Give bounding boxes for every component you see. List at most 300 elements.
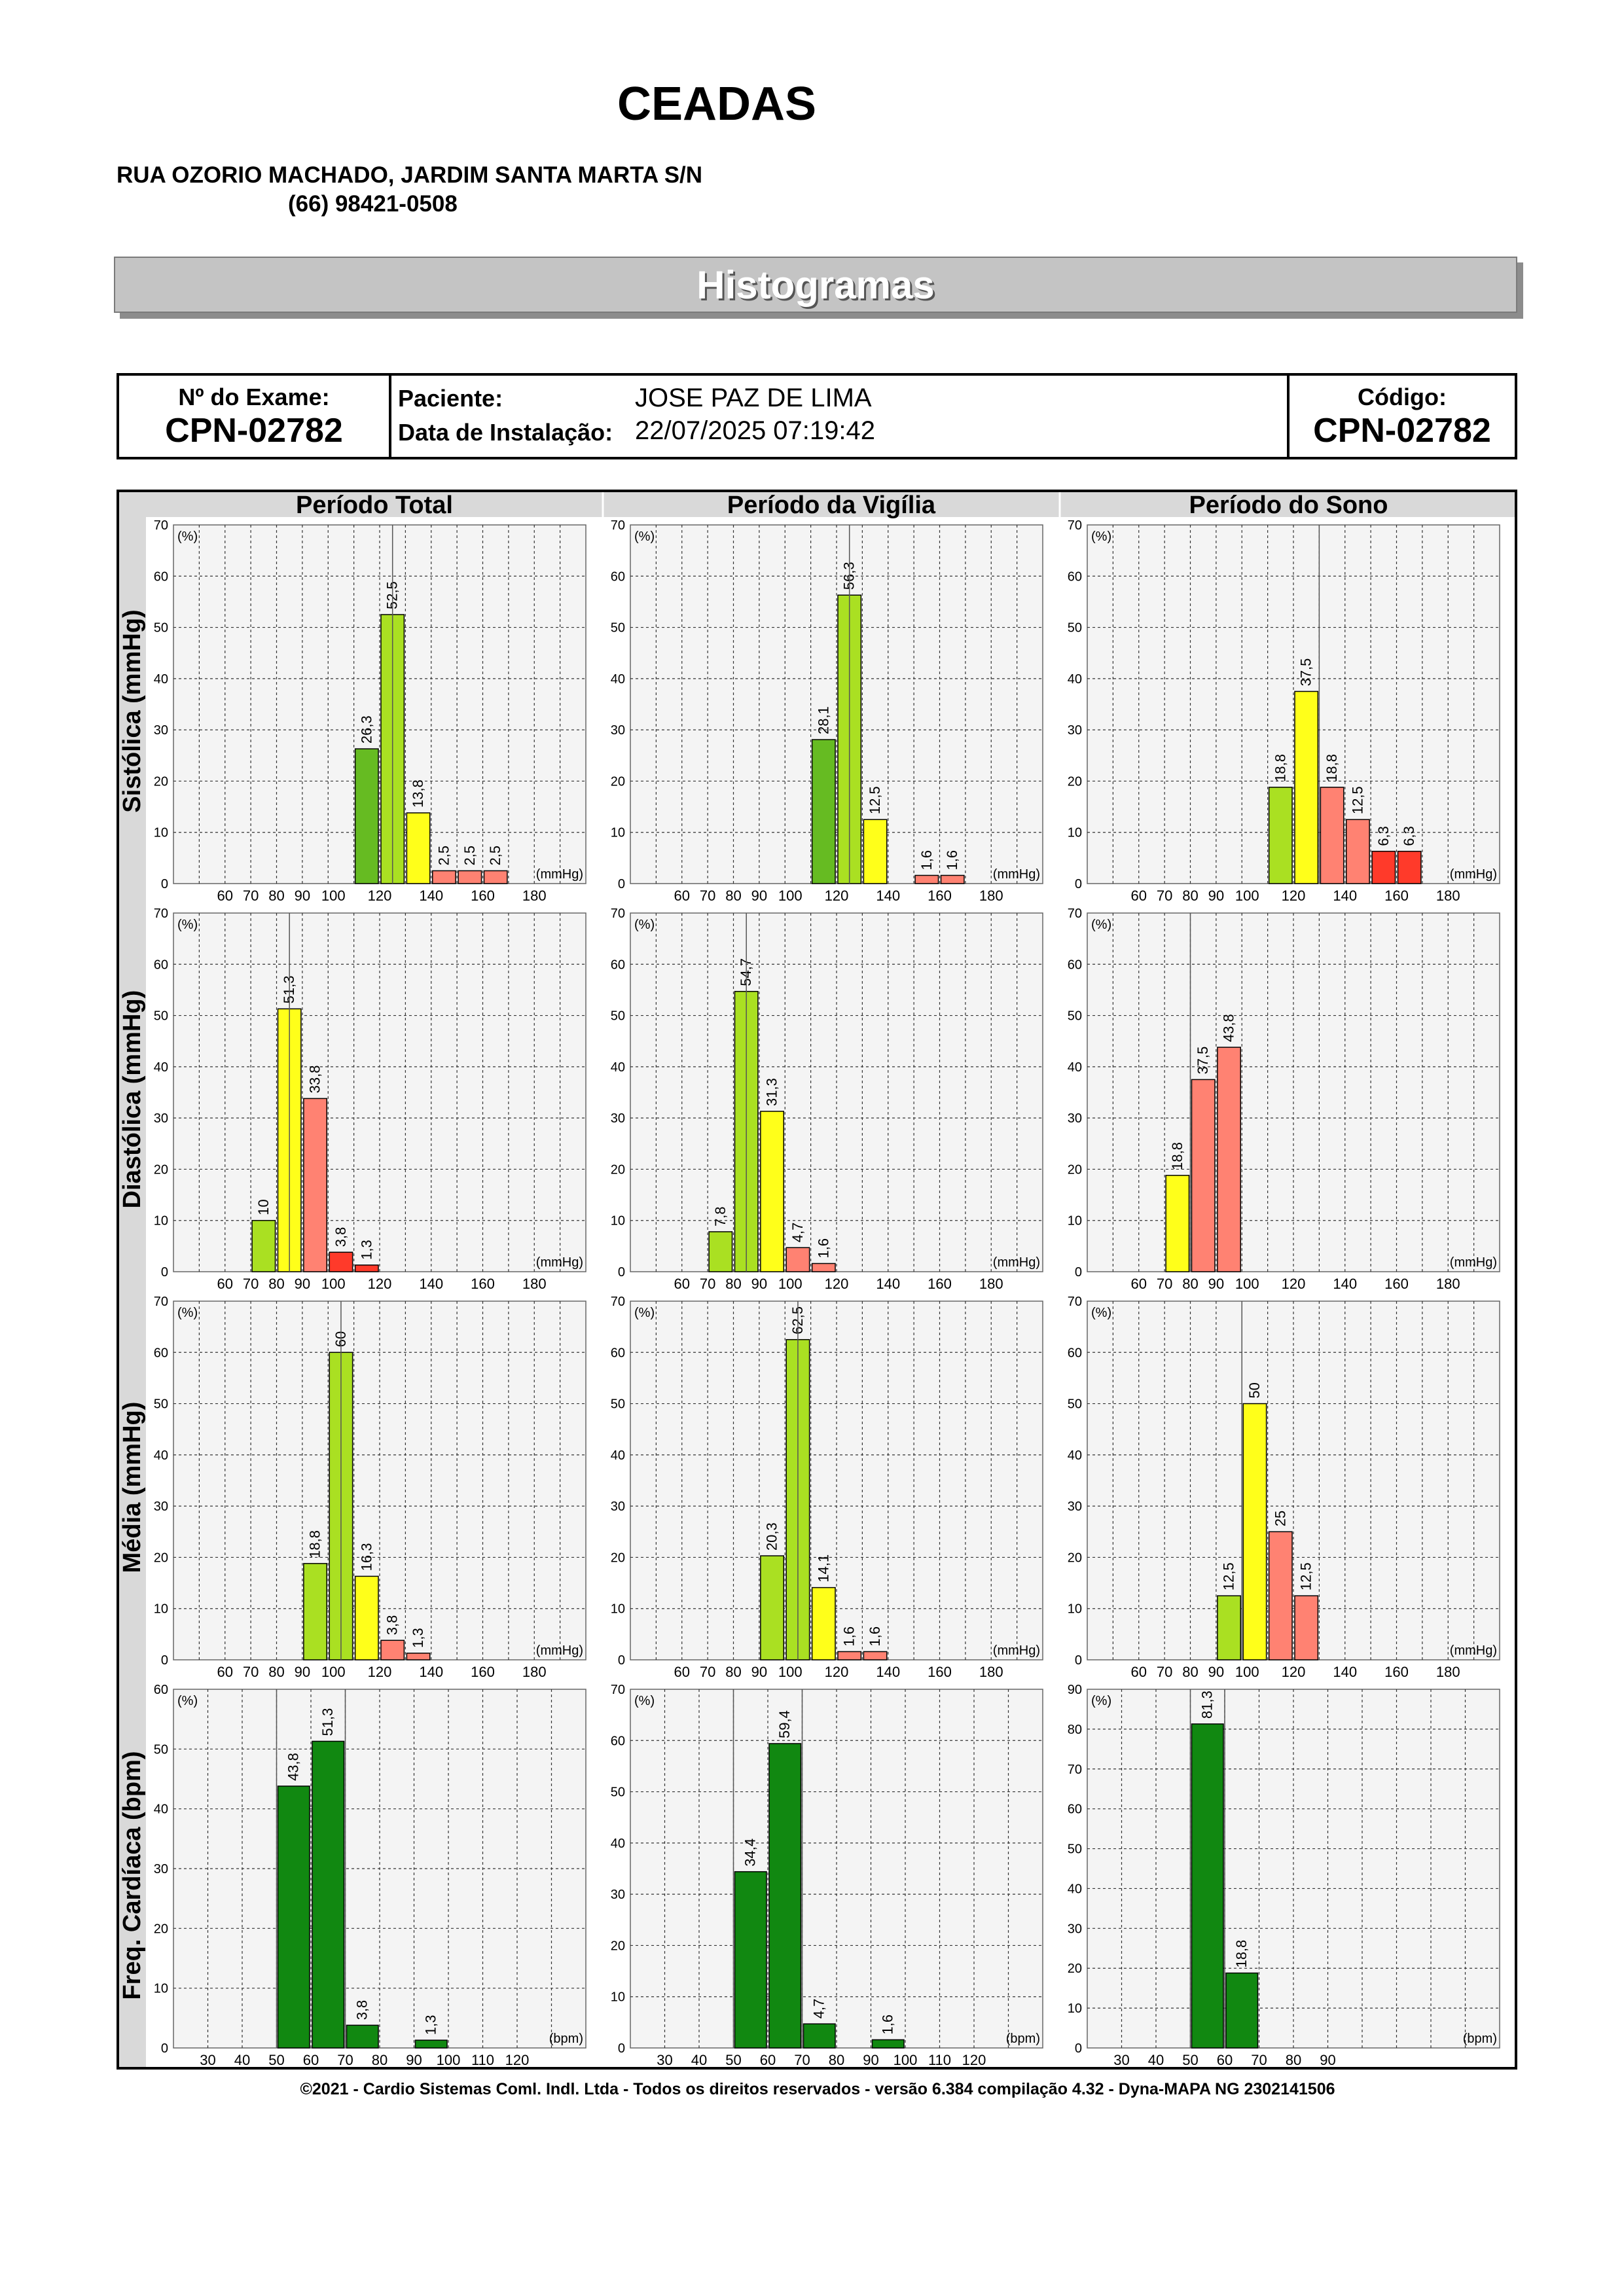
code-cell [1290, 376, 1515, 457]
y-tick-label: 10 [1067, 2001, 1082, 2017]
y-tick-label: 10 [1067, 1602, 1082, 1617]
x-tick-label: 30 [657, 2052, 673, 2068]
data-label: 26,3 [358, 715, 375, 744]
y-tick-label: 50 [153, 1397, 168, 1412]
exam-number: CPN-02782 [165, 412, 343, 450]
y-tick-label: 10 [610, 1990, 625, 2005]
y-tick-label: 20 [153, 1162, 168, 1177]
clinic-address: RUA OZORIO MACHADO, JARDIM SANTA MARTA S/N [117, 162, 703, 188]
y-tick-label: 60 [1067, 1346, 1082, 1361]
x-tick-label: 80 [1182, 1276, 1199, 1292]
data-label: 1,6 [879, 2014, 896, 2035]
x-tick-label: 80 [1182, 1664, 1199, 1680]
x-tick-label: 90 [1208, 1664, 1225, 1680]
y-tick-label: 30 [610, 1499, 625, 1515]
y-tick-label: 20 [153, 1922, 168, 1937]
x-unit-label: (bpm) [549, 2032, 583, 2046]
y-tick-label: 60 [153, 569, 168, 584]
y-unit-label: (%) [1091, 1306, 1112, 1320]
y-tick-label: 60 [153, 1683, 168, 1697]
y-unit-label: (%) [177, 1306, 198, 1320]
y-tick-label: 70 [1067, 1295, 1082, 1309]
bar [941, 875, 964, 884]
bar [812, 1588, 835, 1660]
x-tick-label: 120 [367, 888, 392, 904]
y-tick-label: 0 [160, 877, 168, 891]
y-tick-label: 40 [610, 1836, 625, 1851]
x-tick-label: 60 [1130, 1664, 1147, 1680]
data-label: 18,8 [1168, 1141, 1185, 1170]
x-tick-label: 120 [505, 2052, 530, 2068]
y-tick-label: 30 [153, 1499, 168, 1515]
code-label: Código: [1358, 384, 1447, 410]
bar [1243, 1404, 1266, 1660]
bar [355, 749, 378, 884]
y-tick-label: 20 [610, 1162, 625, 1177]
x-tick-label: 60 [302, 2052, 319, 2068]
data-label: 62,5 [789, 1306, 806, 1335]
data-label: 18,8 [306, 1530, 323, 1558]
data-label: 60 [332, 1331, 349, 1348]
x-tick-label: 90 [751, 1664, 768, 1680]
x-tick-label: 90 [751, 888, 768, 904]
y-tick-label: 10 [610, 1602, 625, 1617]
x-tick-label: 120 [962, 2052, 986, 2068]
y-tick-label: 20 [1067, 1551, 1082, 1566]
y-tick-label: 60 [153, 1346, 168, 1361]
data-label: 1,6 [918, 850, 935, 870]
x-tick-label: 60 [674, 1276, 690, 1292]
data-label: 18,8 [1233, 1939, 1250, 1968]
data-label: 10 [255, 1199, 272, 1215]
y-tick-label: 90 [1067, 1683, 1082, 1697]
y-tick-label: 50 [1067, 620, 1082, 636]
data-label: 1,6 [944, 850, 961, 870]
y-tick-label: 70 [610, 1683, 625, 1697]
data-label: 16,3 [358, 1543, 375, 1571]
x-tick-label: 100 [778, 1276, 803, 1292]
x-tick-label: 30 [1113, 2052, 1130, 2068]
x-tick-label: 90 [294, 888, 311, 904]
y-tick-label: 30 [1067, 1922, 1082, 1937]
x-tick-label: 110 [471, 2052, 495, 2068]
y-tick-label: 20 [610, 774, 625, 789]
data-label: 12,5 [1297, 1562, 1314, 1591]
x-tick-label: 120 [1281, 1664, 1306, 1680]
x-tick-label: 90 [294, 1664, 311, 1680]
x-tick-label: 90 [1208, 888, 1225, 904]
y-tick-label: 30 [610, 1888, 625, 1903]
x-tick-label: 160 [471, 1664, 495, 1680]
data-label: 20,3 [763, 1522, 780, 1551]
x-tick-label: 100 [321, 1664, 346, 1680]
x-tick-label: 140 [419, 888, 444, 904]
x-tick-label: 80 [268, 1276, 285, 1292]
y-tick-label: 30 [610, 1111, 625, 1126]
bar [786, 1247, 809, 1272]
title-bar [114, 257, 1517, 313]
y-tick-label: 60 [1067, 958, 1082, 973]
data-label: 37,5 [1195, 1046, 1212, 1075]
data-label: 3,8 [353, 2000, 370, 2020]
bar [329, 1252, 352, 1272]
x-tick-label: 180 [979, 888, 1003, 904]
bar [312, 1741, 344, 2048]
y-tick-label: 50 [1067, 1009, 1082, 1024]
x-tick-label: 70 [699, 888, 716, 904]
exam-number-label: Nº do Exame: [178, 384, 330, 410]
bar [1398, 852, 1421, 884]
data-label: 43,8 [285, 1753, 302, 1781]
x-tick-label: 70 [1156, 1664, 1173, 1680]
y-tick-label: 10 [153, 1213, 168, 1229]
y-tick-label: 70 [1067, 1762, 1082, 1777]
y-tick-label: 40 [1067, 1060, 1082, 1075]
x-tick-label: 50 [268, 2052, 285, 2068]
x-tick-label: 70 [1156, 1276, 1173, 1292]
y-tick-label: 0 [1074, 1653, 1082, 1668]
y-tick-label: 40 [1067, 672, 1082, 687]
x-tick-label: 160 [471, 1276, 495, 1292]
bar [863, 1651, 886, 1660]
bar [278, 1786, 310, 2048]
x-tick-label: 120 [367, 1664, 392, 1680]
x-unit-label: (mmHg) [535, 1255, 583, 1270]
data-label: 3,8 [384, 1615, 401, 1636]
data-label: 12,5 [867, 786, 884, 815]
x-tick-label: 60 [1130, 1276, 1147, 1292]
patient-name: JOSE PAZ DE LIMA [635, 384, 872, 412]
y-tick-label: 60 [153, 958, 168, 973]
y-tick-label: 30 [1067, 1111, 1082, 1126]
data-label: 59,4 [776, 1710, 793, 1738]
data-label: 18,8 [1324, 753, 1341, 782]
x-unit-label: (mmHg) [535, 1643, 583, 1658]
row-label-4: Freq. Cardíaca (bpm) [118, 1751, 146, 2000]
x-tick-label: 180 [1435, 888, 1460, 904]
exam-number-cell [119, 376, 391, 457]
x-tick-label: 90 [863, 2052, 879, 2068]
y-tick-label: 0 [1074, 2041, 1082, 2056]
bar [1295, 1596, 1318, 1660]
x-tick-label: 140 [876, 1664, 901, 1680]
bar [304, 1098, 327, 1272]
data-label: 1,6 [840, 1626, 857, 1647]
x-unit-label: (mmHg) [992, 867, 1040, 882]
data-label: 1,6 [867, 1626, 884, 1647]
bar [873, 2039, 905, 2048]
x-unit-label: (mmHg) [1449, 1643, 1497, 1658]
clinic-name: CEADAS [617, 78, 817, 130]
bar [433, 870, 456, 884]
y-tick-label: 50 [610, 1397, 625, 1412]
y-tick-label: 0 [160, 1653, 168, 1668]
y-tick-label: 0 [160, 2041, 168, 2056]
x-tick-label: 60 [217, 1664, 233, 1680]
x-tick-label: 140 [1333, 888, 1358, 904]
y-tick-label: 10 [1067, 1213, 1082, 1229]
data-label: 52,5 [384, 581, 401, 609]
x-tick-label: 120 [367, 1276, 392, 1292]
x-tick-label: 180 [1435, 1664, 1460, 1680]
y-tick-label: 10 [1067, 825, 1082, 840]
y-tick-label: 10 [153, 1981, 168, 1996]
histogram-charts [114, 487, 1521, 2073]
x-tick-label: 90 [294, 1276, 311, 1292]
x-tick-label: 120 [824, 1276, 849, 1292]
column-header-2: Período da Vigília [727, 492, 936, 519]
x-tick-label: 70 [699, 1276, 716, 1292]
y-tick-label: 20 [610, 1939, 625, 1954]
y-tick-label: 70 [610, 1295, 625, 1309]
x-tick-label: 80 [725, 1664, 742, 1680]
bar [812, 1263, 835, 1272]
y-tick-label: 10 [153, 1602, 168, 1617]
x-tick-label: 60 [759, 2052, 776, 2068]
y-tick-label: 60 [1067, 569, 1082, 584]
y-unit-label: (%) [177, 1694, 198, 1708]
x-unit-label: (mmHg) [1449, 867, 1497, 882]
data-label: 2,5 [435, 845, 452, 866]
x-tick-label: 70 [794, 2052, 810, 2068]
x-tick-label: 100 [778, 888, 803, 904]
x-tick-label: 160 [1384, 1276, 1409, 1292]
x-tick-label: 180 [979, 1276, 1003, 1292]
y-tick-label: 40 [610, 672, 625, 687]
x-tick-label: 90 [751, 1276, 768, 1292]
bar [458, 870, 481, 884]
row-label-2: Diastólica (mmHg) [118, 990, 146, 1209]
data-label: 4,7 [810, 1998, 827, 2019]
y-unit-label: (%) [634, 1694, 655, 1708]
y-tick-label: 30 [153, 1111, 168, 1126]
x-tick-label: 160 [928, 1276, 952, 1292]
clinic-phone: (66) 98421-0508 [288, 191, 458, 217]
page-title: Histogramas [696, 262, 935, 307]
y-tick-label: 40 [153, 1448, 168, 1463]
y-tick-label: 20 [153, 774, 168, 789]
x-tick-label: 140 [876, 1276, 901, 1292]
bar [1346, 819, 1369, 884]
bar [812, 740, 835, 884]
x-tick-label: 160 [928, 1664, 952, 1680]
column-header-1: Período Total [296, 492, 453, 519]
x-tick-label: 70 [242, 1276, 259, 1292]
histogram-2-1 [154, 906, 586, 1292]
data-label: 6,3 [1375, 826, 1392, 846]
data-label: 50 [1246, 1382, 1263, 1399]
x-tick-label: 40 [691, 2052, 708, 2068]
bar [416, 2040, 448, 2048]
histogram-2-2 [611, 906, 1043, 1292]
y-tick-label: 40 [153, 1060, 168, 1075]
x-tick-label: 100 [778, 1664, 803, 1680]
x-unit-label: (bpm) [1005, 2032, 1040, 2046]
y-tick-label: 30 [153, 723, 168, 738]
x-unit-label: (mmHg) [992, 1643, 1040, 1658]
x-tick-label: 140 [1333, 1664, 1358, 1680]
y-tick-label: 50 [1067, 1842, 1082, 1857]
x-tick-label: 80 [268, 1664, 285, 1680]
x-unit-label: (mmHg) [535, 867, 583, 882]
x-tick-label: 140 [1333, 1276, 1358, 1292]
bar [355, 1576, 378, 1660]
x-tick-label: 60 [674, 888, 690, 904]
bar [484, 870, 507, 884]
x-tick-label: 70 [699, 1664, 716, 1680]
x-unit-label: (mmHg) [1449, 1255, 1497, 1270]
bar [1226, 1973, 1258, 2048]
y-tick-label: 50 [610, 1009, 625, 1024]
x-tick-label: 40 [234, 2052, 251, 2068]
bar [1372, 852, 1395, 884]
y-tick-label: 40 [153, 1802, 168, 1817]
y-tick-label: 0 [617, 1265, 625, 1280]
bar [1320, 787, 1343, 884]
y-tick-label: 80 [1067, 1722, 1082, 1737]
y-unit-label: (%) [634, 918, 655, 932]
x-tick-label: 140 [876, 888, 901, 904]
bar [252, 1221, 275, 1272]
install-date-label: Data de Instalação: [398, 419, 613, 446]
y-tick-label: 0 [160, 1265, 168, 1280]
x-tick-label: 80 [828, 2052, 845, 2068]
bar [761, 1111, 784, 1272]
data-label: 1,3 [410, 1628, 427, 1648]
x-tick-label: 60 [217, 1276, 233, 1292]
y-tick-label: 10 [610, 825, 625, 840]
data-label: 28,1 [815, 706, 832, 735]
bar [838, 1651, 861, 1660]
y-tick-label: 60 [610, 1346, 625, 1361]
bar [355, 1265, 378, 1272]
y-tick-label: 60 [610, 1734, 625, 1749]
x-tick-label: 180 [1435, 1276, 1460, 1292]
x-tick-label: 100 [1235, 1276, 1259, 1292]
x-tick-label: 160 [1384, 888, 1409, 904]
x-tick-label: 140 [419, 1276, 444, 1292]
data-label: 13,8 [410, 780, 427, 808]
x-tick-label: 60 [217, 888, 233, 904]
bar [1269, 1532, 1292, 1660]
x-tick-label: 70 [1156, 888, 1173, 904]
y-tick-label: 30 [1067, 1499, 1082, 1515]
histogram-3-3 [1068, 1295, 1500, 1680]
data-label: 7,8 [712, 1206, 729, 1227]
row-label-1: Sistólica (mmHg) [118, 609, 146, 813]
y-tick-label: 40 [153, 672, 168, 687]
y-tick-label: 0 [617, 877, 625, 891]
x-tick-label: 50 [725, 2052, 742, 2068]
y-tick-label: 50 [610, 620, 625, 636]
bar [1218, 1596, 1240, 1660]
data-label: 4,7 [789, 1222, 806, 1243]
y-tick-label: 20 [1067, 774, 1082, 789]
x-tick-label: 80 [1285, 2052, 1302, 2068]
code-value: CPN-02782 [1313, 412, 1491, 450]
y-tick-label: 70 [1067, 906, 1082, 921]
x-tick-label: 30 [200, 2052, 216, 2068]
data-label: 34,4 [742, 1838, 759, 1867]
y-tick-label: 50 [153, 1742, 168, 1757]
x-tick-label: 80 [371, 2052, 388, 2068]
y-tick-label: 10 [153, 825, 168, 840]
bar [1218, 1047, 1240, 1272]
x-tick-label: 120 [824, 1664, 849, 1680]
bar [804, 2024, 836, 2048]
data-label: 2,5 [487, 845, 504, 866]
x-tick-label: 100 [321, 888, 346, 904]
data-label: 33,8 [306, 1065, 323, 1094]
y-tick-label: 50 [1067, 1397, 1082, 1412]
y-tick-label: 40 [610, 1448, 625, 1463]
bar [1166, 1175, 1189, 1272]
x-tick-label: 160 [928, 888, 952, 904]
histogram-1-2 [611, 518, 1043, 904]
y-tick-label: 10 [610, 1213, 625, 1229]
data-label: 54,7 [738, 958, 755, 986]
y-tick-label: 20 [1067, 1962, 1082, 1977]
y-unit-label: (%) [1091, 1694, 1112, 1708]
bar [735, 1872, 767, 2048]
bar [915, 875, 938, 884]
bar [1192, 1724, 1224, 2048]
bar [347, 2025, 379, 2048]
x-tick-label: 60 [674, 1664, 690, 1680]
row-label-3: Média (mmHg) [118, 1401, 146, 1573]
y-tick-label: 70 [610, 906, 625, 921]
x-unit-label: (bpm) [1462, 2032, 1497, 2046]
x-tick-label: 100 [436, 2052, 461, 2068]
y-tick-label: 50 [153, 620, 168, 636]
x-tick-label: 180 [522, 1276, 547, 1292]
data-label: 3,8 [332, 1227, 349, 1247]
bar [1269, 787, 1292, 884]
y-tick-label: 40 [1067, 1882, 1082, 1897]
y-tick-label: 30 [153, 1862, 168, 1876]
x-tick-label: 90 [1320, 2052, 1336, 2068]
data-label: 51,3 [319, 1708, 336, 1736]
x-tick-label: 160 [1384, 1664, 1409, 1680]
data-label: 14,1 [815, 1554, 832, 1583]
bar [381, 1640, 404, 1660]
y-tick-label: 20 [610, 1551, 625, 1566]
y-unit-label: (%) [634, 1306, 655, 1320]
data-label: 1,6 [815, 1238, 832, 1259]
column-header-3: Período do Sono [1189, 492, 1388, 519]
x-tick-label: 80 [268, 888, 285, 904]
histogram-3-2 [611, 1295, 1043, 1680]
x-tick-label: 80 [1182, 888, 1199, 904]
x-tick-label: 90 [1208, 1276, 1225, 1292]
data-label: 12,5 [1220, 1562, 1237, 1591]
x-tick-label: 120 [824, 888, 849, 904]
x-tick-label: 180 [979, 1664, 1003, 1680]
x-tick-label: 180 [522, 1664, 547, 1680]
data-label: 18,8 [1272, 753, 1289, 782]
data-label: 2,5 [461, 845, 478, 866]
histogram-1-3 [1068, 518, 1500, 904]
exam-info-box [117, 373, 1517, 459]
y-unit-label: (%) [634, 529, 655, 544]
y-tick-label: 60 [610, 569, 625, 584]
data-label: 1,3 [358, 1240, 375, 1260]
bar [1192, 1079, 1215, 1272]
x-tick-label: 80 [725, 1276, 742, 1292]
y-tick-label: 20 [1067, 1162, 1082, 1177]
data-label: 6,3 [1401, 826, 1418, 846]
x-tick-label: 60 [1130, 888, 1147, 904]
